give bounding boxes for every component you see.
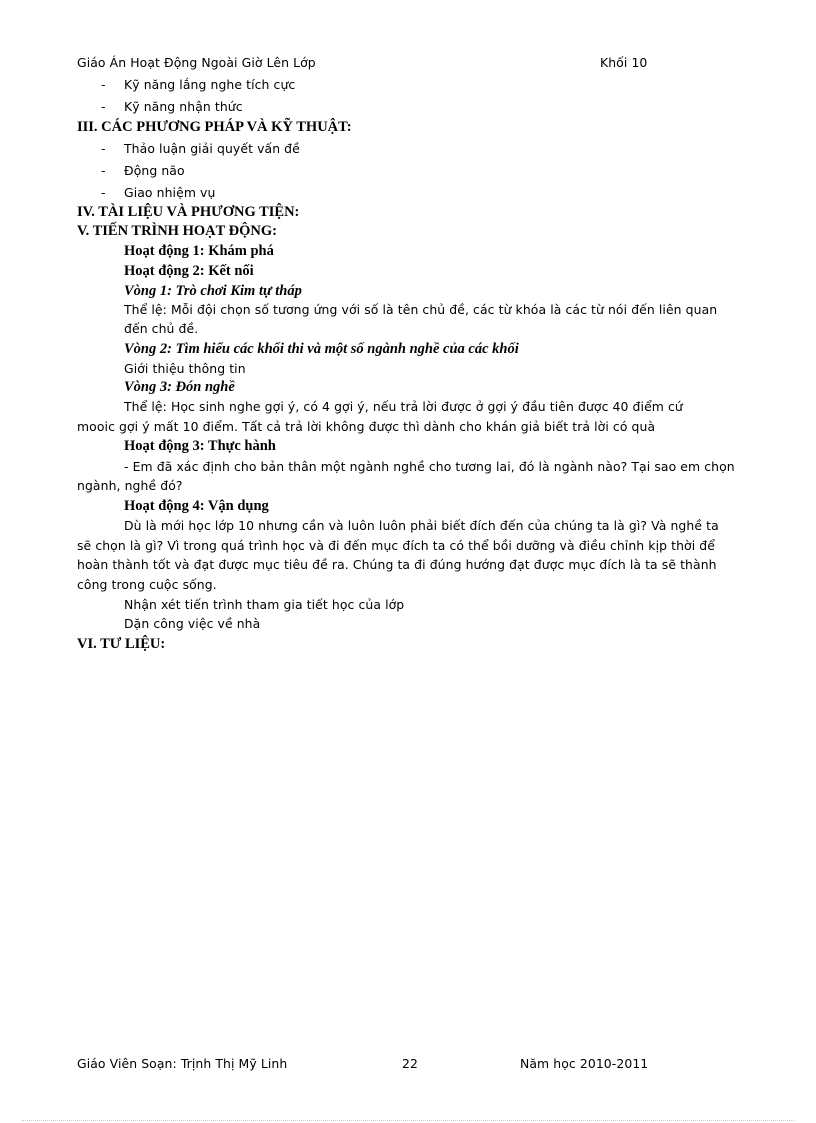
footer-school-year: Năm học 2010-2011 — [520, 1056, 649, 1071]
paragraph-line: Dù là mới học lớp 10 nhưng cần và luôn luôn phải biết đích đến của chúng ta là gì? Và nghề ta — [124, 518, 719, 533]
bullet-dash: - — [101, 99, 106, 114]
section-heading-methods: III. CÁC PHƯƠNG PHÁP VÀ KỸ THUẬT: — [77, 119, 352, 135]
paragraph-line: Dặn công việc về nhà — [124, 616, 261, 631]
activity-heading: Hoạt động 3: Thực hành — [124, 438, 276, 454]
paragraph-line: Nhận xét tiến trình tham gia tiết học của lớp — [124, 597, 405, 612]
skill-item: Kỹ năng lắng nghe tích cực — [124, 77, 296, 92]
paragraph-line: Thể lệ: Mỗi đội chọn số tương ứng với số là tên chủ đề, các từ khóa là các từ nói đến liên quan — [124, 302, 718, 317]
activity-heading: Hoạt động 2: Kết nối — [124, 263, 254, 279]
round-heading: Vòng 3: Đón nghề — [124, 379, 235, 395]
page-bottom-divider — [22, 1120, 794, 1121]
paragraph-line: - Em đã xác định cho bản thân một ngành nghề cho tương lai, đó là ngành nào? Tại sao em chọn — [124, 459, 735, 474]
paragraph-line: sẽ chọn là gì? Vì trong quá trình học và đi đến mục đích ta có thể bồi dưỡng và điều chỉnh kịp thời để — [77, 538, 715, 553]
header-grade: Khối 10 — [600, 55, 648, 70]
paragraph-line: Giới thiệu thông tin — [124, 361, 246, 376]
bullet-dash: - — [101, 141, 106, 156]
method-item: Thảo luận giải quyết vấn đề — [124, 141, 300, 156]
skill-item: Kỹ năng nhận thức — [124, 99, 243, 114]
paragraph-line: hoàn thành tốt và đạt được mục tiêu đề ra. Chúng ta đi đúng hướng đạt được mục đích là ta sẽ thành — [77, 557, 717, 572]
round-heading: Vòng 2: Tìm hiểu các khối thi và một số ngành nghề của các khối — [124, 341, 519, 357]
header-title: Giáo Án Hoạt Động Ngoài Giờ Lên Lớp — [77, 55, 316, 70]
section-heading-process: V. TIẾN TRÌNH HOẠT ĐỘNG: — [77, 223, 277, 239]
footer-author: Giáo Viên Soạn: Trịnh Thị Mỹ Linh — [77, 1056, 288, 1071]
bullet-dash: - — [101, 163, 106, 178]
footer-page-number: 22 — [402, 1056, 418, 1071]
paragraph-line: đến chủ đề. — [124, 321, 199, 336]
section-heading-references: VI. TƯ LIỆU: — [77, 636, 166, 652]
section-heading-materials: IV. TÀI LIỆU VÀ PHƯƠNG TIỆN: — [77, 204, 300, 220]
method-item: Giao nhiệm vụ — [124, 185, 216, 200]
method-item: Động não — [124, 163, 185, 178]
paragraph-line: ngành, nghề đó? — [77, 478, 183, 493]
activity-heading: Hoạt động 1: Khám phá — [124, 243, 274, 259]
paragraph-line: công trong cuộc sống. — [77, 577, 217, 592]
activity-heading: Hoạt động 4: Vận dụng — [124, 498, 269, 514]
bullet-dash: - — [101, 185, 106, 200]
paragraph-line: mooic gợi ý mất 10 điểm. Tất cả trả lời không được thì dành cho khán giả biết trả lời có quà — [77, 419, 656, 434]
bullet-dash: - — [101, 77, 106, 92]
paragraph-line: Thể lệ: Học sinh nghe gợi ý, có 4 gợi ý, nếu trả lời được ở gợi ý đầu tiên được 40 điểm cứ — [124, 399, 683, 414]
round-heading: Vòng 1: Trò chơi Kim tự tháp — [124, 283, 302, 299]
